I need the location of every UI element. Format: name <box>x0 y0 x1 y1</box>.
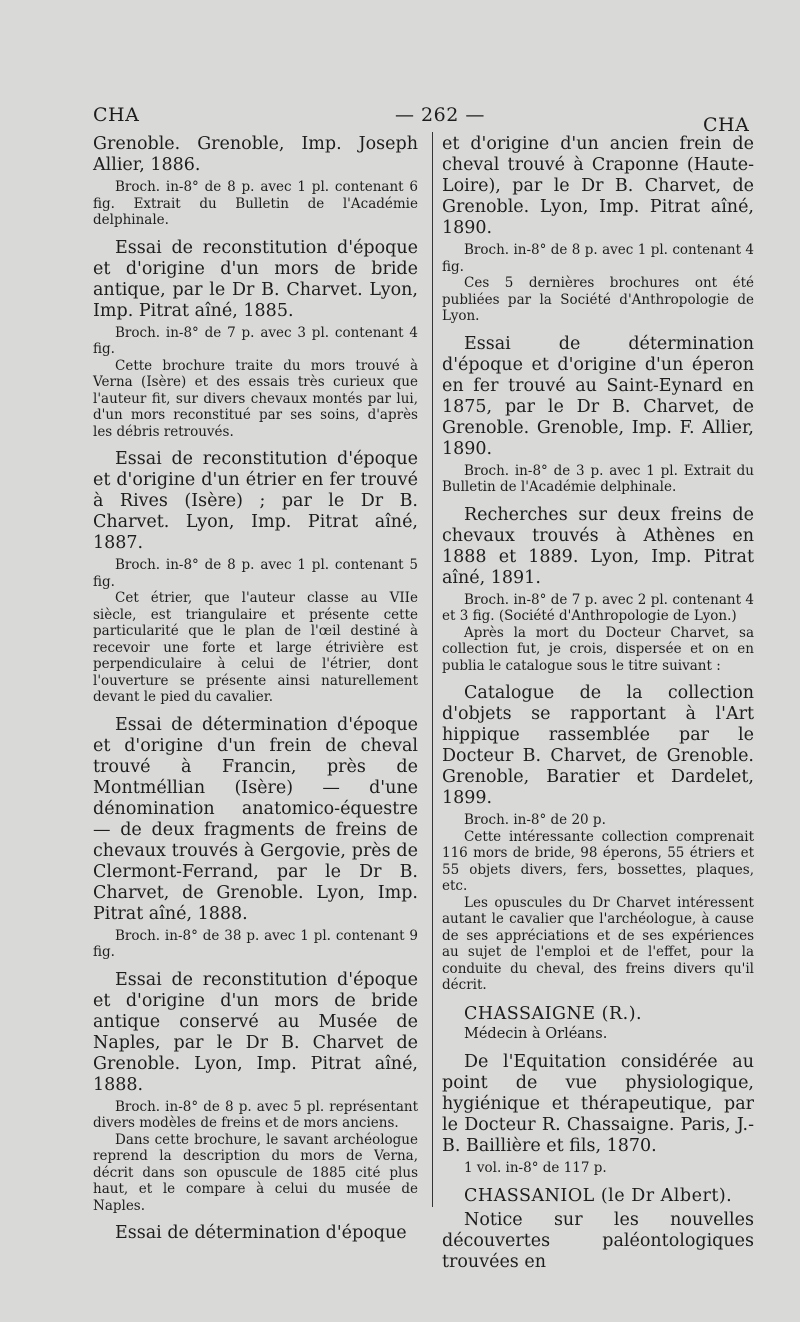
entry-title: Essai de détermination d'époque et d'origine d'un éperon en fer trouvé au Saint-Eynard en 1875, par le Dr B. Charvet, de Grenoble. Grenoble, Imp. F. Allier, 1890. <box>442 333 754 459</box>
column-divider <box>432 132 433 1207</box>
entry-note: 1 vol. in-8° de 117 p. <box>464 1159 607 1176</box>
entry-note: Broch. in-8° de 7 p. avec 2 pl. contenant 4 et 3 fig. (Société d'Anthropologie de Lyon.) <box>442 591 754 624</box>
author-heading: CHASSANIOL (le Dr Albert). <box>464 1186 733 1206</box>
entry-title: Catalogue de la collection d'objets se rapportant à l'Art hippique rassemblée par le Docteur B. Charvet, de Grenoble. Grenoble, Baratier et Dardelet, 1899. <box>442 683 754 808</box>
entry-note: Broch. in-8° de 3 p. avec 1 pl. Extrait du Bulletin de l'Académie delphinale. <box>442 462 754 495</box>
entry-title: Notice sur les nouvelles découvertes paléontologiques trouvées en <box>442 1210 754 1272</box>
running-head-right: CHA <box>703 114 750 136</box>
author-heading: CHASSAIGNE (R.). <box>464 1003 643 1024</box>
entry-note: Cette intéressante collection comprenait 116 mors de bride, 98 éperons, 55 étriers et 55 objets divers, fers, bossettes, plaques, etc. <box>442 828 754 894</box>
entry-title: et d'origine d'un ancien frein de cheval trouvé à Craponne (Haute-Loire), par le Dr B. Charvet, de Grenoble. Lyon, Imp. Pitrat aîné, 1890. <box>442 134 754 238</box>
entry-note: Ces 5 dernières brochures ont été publiées par la Société d'Anthropologie de Lyon. <box>442 275 754 324</box>
entry-title: Essai de reconstitution d'époque et d'origine d'un étrier en fer trouvé à Rives (Isère) ; par le Dr B. Charvet. Lyon, Imp. Pitrat aîné, 1887. <box>93 449 418 553</box>
entry-title: Essai de détermination d'époque et d'origine d'un frein de cheval trouvé à Francin, près de Montméllian (Isère) — d'une dénomination anatomico-équestre — de deux fragments de freins de chevaux trouvés à Gergovie, près de Clermont-Ferrand, par le Dr B. Charvet, de Grenoble. Lyon, Imp. Pitrat aîné, 1888. <box>93 714 418 924</box>
entry-title: De l'Equitation considérée au point de vue physiologique, hygiénique et thérapeutique, par le Docteur R. Chassaigne. Paris, J.-B. Baillière et fils, 1870. <box>442 1051 754 1156</box>
running-head-left: CHA <box>93 104 140 126</box>
entry-note: Broch. in-8° de 8 p. avec 1 pl. contenant 5 fig. <box>93 557 418 590</box>
entry-title: Essai de détermination d'époque <box>115 1223 407 1243</box>
left-column <box>93 134 418 1244</box>
entry-title: Essai de reconstitution d'époque et d'origine d'un mors de bride antique conservé au Musée de Naples, par le Dr B. Charvet de Grenoble. Lyon, Imp. Pitrat aîné, 1888. <box>93 969 418 1095</box>
entry-note: Broch. in-8° de 8 p. avec 5 pl. représentant divers modèles de freins et de mors anciens. <box>93 1098 418 1131</box>
right-column <box>442 134 754 1273</box>
entry-note: Broch. in-8° de 7 p. avec 3 pl. contenant 4 fig. <box>93 324 418 357</box>
entry-note: Broch. in-8° de 38 p. avec 1 pl. contenant 9 fig. <box>93 927 418 960</box>
entry-note: Broch. in-8° de 8 p. avec 1 pl. contenant 6 fig. Extrait du Bulletin de l'Académie delphinale. <box>93 179 418 228</box>
author-note: Médecin à Orléans. <box>464 1025 608 1042</box>
entry-note: Les opuscules du Dr Charvet intéressent autant le cavalier que l'archéologue, à cause de ses appréciations et de ses expériences au sujet de l'emploi et de l'effet, pour la conduite du cheval, des freins divers qu'il décrit. <box>442 894 754 993</box>
entry-note: Après la mort du Docteur Charvet, sa collection fut, je crois, dispersée et on en publia le catalogue sous le titre suivant : <box>442 624 754 674</box>
entry-note: Broch. in-8° de 8 p. avec 1 pl. contenant 4 fig. <box>442 242 754 275</box>
entry-note: Cet étrier, que l'auteur classe au VIIe siècle, est triangulaire et présente cette particularité que le plan de l'œil destiné à recevoir une forte et large étrivière est perpendiculaire à celui de l'étrier, dont l'ouverture se présente ainsi naturellement devant le pied du cavalier. <box>93 590 418 705</box>
page-number: — 262 — <box>395 104 485 126</box>
entry-note: Broch. in-8° de 20 p. <box>464 812 606 828</box>
entry-note: Dans cette brochure, le savant archéologue reprend la description du mors de Verna, décrit dans son opuscule de 1885 cité plus haut, et le compare à celui du musée de Naples. <box>93 1131 418 1214</box>
entry-title: Recherches sur deux freins de chevaux trouvés à Athènes en 1888 et 1889. Lyon, Imp. Pitrat aîné, 1891. <box>442 504 754 588</box>
entry-title: Grenoble. Grenoble, Imp. Joseph Allier, 1886. <box>93 134 418 175</box>
entry-title: Essai de reconstitution d'époque et d'origine d'un mors de bride antique, par le Dr B. Charvet. Lyon, Imp. Pitrat aîné, 1885. <box>93 237 418 321</box>
entry-note: Cette brochure traite du mors trouvé à Verna (Isère) et des essais très curieux que l'auteur fit, sur divers chevaux montés par lui, d'un mors reconstitué par ses soins, d'après les débris retrouvés. <box>93 357 418 440</box>
